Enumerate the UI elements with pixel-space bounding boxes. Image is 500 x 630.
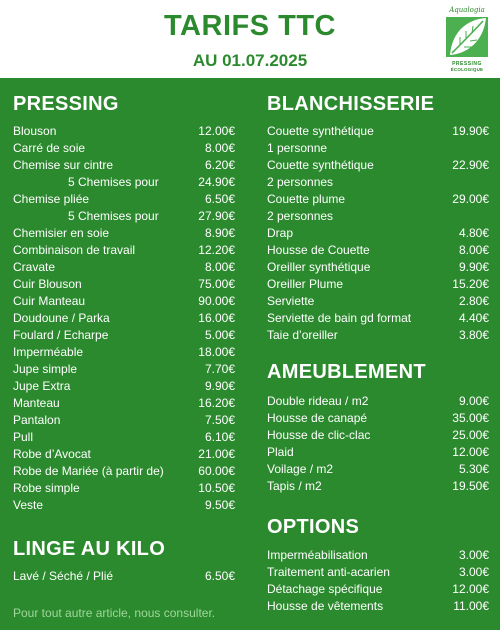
page-subtitle: AU 01.07.2025	[192, 51, 308, 70]
item-price: 75.00€	[198, 277, 235, 291]
item-price: 27.90€	[198, 209, 235, 223]
price-row	[13, 344, 235, 361]
item-price: 8.90€	[204, 226, 235, 240]
item-label: Carré de soie	[13, 141, 86, 155]
item-label: Cuir Manteau	[13, 294, 86, 308]
item-label: Traitement anti-acarien	[267, 565, 390, 579]
price-row	[13, 327, 235, 344]
item-price: 10.50€	[198, 481, 235, 495]
price-row	[267, 208, 489, 225]
page-title: TARIFS TTC	[164, 10, 336, 42]
item-label: 2 personnes	[267, 175, 334, 189]
item-price: 4.40€	[458, 311, 489, 325]
price-row	[267, 157, 489, 174]
price-row	[13, 157, 235, 174]
item-price: 90.00€	[198, 294, 235, 308]
item-price: 25.00€	[452, 428, 489, 442]
item-price: 8.00€	[204, 141, 235, 155]
price-row	[267, 547, 489, 564]
item-price: 9.00€	[458, 394, 489, 408]
item-price: 12.20€	[198, 243, 235, 257]
price-row	[13, 310, 235, 327]
item-label: Housse de canapé	[267, 411, 368, 425]
header	[0, 0, 500, 78]
item-price: 29.00€	[452, 192, 489, 206]
price-row	[267, 242, 489, 259]
item-label: Cuir Blouson	[13, 277, 82, 291]
blanchisserie-section-title: BLANCHISSERIE	[267, 93, 435, 115]
brand-logo	[444, 6, 490, 74]
item-price: 2.80€	[458, 294, 489, 308]
ameublement-section-title: AMEUBLEMENT	[267, 361, 426, 383]
price-row	[267, 191, 489, 208]
price-row	[267, 310, 489, 327]
item-label: Manteau	[13, 396, 60, 410]
price-row	[13, 463, 235, 480]
item-price: 3.80€	[458, 328, 489, 342]
item-label: Robe simple	[13, 481, 80, 495]
item-price: 15.20€	[452, 277, 489, 291]
item-label: Drap	[267, 226, 294, 240]
item-price: 5.00€	[204, 328, 235, 342]
item-price: 12.00€	[452, 445, 489, 459]
item-price: 9.90€	[458, 260, 489, 274]
item-label: Tapis / m2	[267, 479, 322, 493]
item-label: Foulard / Echarpe	[13, 328, 109, 342]
item-price: 3.00€	[458, 548, 489, 562]
linge-price-list	[13, 568, 235, 585]
price-row	[13, 446, 235, 463]
price-row	[13, 191, 235, 208]
ameublement-price-list	[267, 393, 489, 495]
item-label: Couette synthétique	[267, 158, 374, 172]
price-row	[13, 497, 235, 514]
item-price: 35.00€	[452, 411, 489, 425]
item-label: Pantalon	[13, 413, 61, 427]
item-label: Lavé / Séché / Plié	[13, 569, 114, 583]
price-row	[267, 478, 489, 495]
item-price: 22.90€	[452, 158, 489, 172]
item-price: 7.50€	[204, 413, 235, 427]
item-label: 2 personnes	[267, 209, 334, 223]
price-row	[267, 174, 489, 191]
item-label: Housse de clic-clac	[267, 428, 371, 442]
price-row	[13, 361, 235, 378]
item-label: Plaid	[267, 445, 294, 459]
item-label: Double rideau / m2	[267, 394, 369, 408]
logo-brand-name: Aqualogia	[449, 6, 485, 14]
options-section-title: OPTIONS	[267, 516, 360, 538]
price-row	[267, 123, 489, 140]
price-row	[267, 444, 489, 461]
price-row	[13, 429, 235, 446]
price-row	[267, 598, 489, 615]
item-label: Serviette	[267, 294, 315, 308]
item-price: 21.00€	[198, 447, 235, 461]
item-price: 6.10€	[204, 430, 235, 444]
item-label: Couette synthétique	[267, 124, 374, 138]
item-label: Serviette de bain gd format	[267, 311, 412, 325]
item-label: Voilage / m2	[267, 462, 334, 476]
price-row	[267, 140, 489, 157]
pressing-section-title: PRESSING	[13, 93, 119, 115]
item-label: Oreiller synthétique	[267, 260, 371, 274]
price-row	[13, 123, 235, 140]
logo-line-ecologique: ÉCOLOGIQUE	[450, 67, 484, 72]
item-price: 5.30€	[458, 462, 489, 476]
item-price: 6.20€	[204, 158, 235, 172]
item-label: 5 Chemises pour	[68, 175, 159, 189]
price-row	[13, 225, 235, 242]
price-row	[13, 276, 235, 293]
item-label: Robe d’Avocat	[13, 447, 91, 461]
item-label: Chemise sur cintre	[13, 158, 114, 172]
item-price: 9.90€	[204, 379, 235, 393]
linge-section-title: LINGE AU KILO	[13, 538, 166, 560]
price-row	[13, 412, 235, 429]
item-price: 9.50€	[204, 498, 235, 512]
leaf-icon	[446, 15, 488, 59]
item-label: 1 personne	[267, 141, 328, 155]
item-price: 12.00€	[198, 124, 235, 138]
price-row	[267, 427, 489, 444]
item-label: Robe de Mariée (à partir de)	[13, 464, 164, 478]
item-price: 18.00€	[198, 345, 235, 359]
item-label: Détachage spécifique	[267, 582, 383, 596]
price-row	[13, 259, 235, 276]
item-price: 7.70€	[204, 362, 235, 376]
price-row	[267, 410, 489, 427]
item-label: Veste	[13, 498, 44, 512]
item-price: 6.50€	[204, 192, 235, 206]
item-price: 16.00€	[198, 311, 235, 325]
item-label: Imperméabilisation	[267, 548, 368, 562]
price-row	[13, 140, 235, 157]
item-label: Couette plume	[267, 192, 346, 206]
price-row	[267, 564, 489, 581]
item-price: 6.50€	[204, 569, 235, 583]
item-label: Chemise pliée	[13, 192, 90, 206]
item-label: Chemisier en soie	[13, 226, 110, 240]
item-label: 5 Chemises pour	[68, 209, 159, 223]
item-label: Housse de vêtements	[267, 599, 384, 613]
price-row	[267, 225, 489, 242]
item-price: 19.90€	[452, 124, 489, 138]
item-price: 8.00€	[204, 260, 235, 274]
item-label: Doudoune / Parka	[13, 311, 110, 325]
pressing-price-list	[13, 123, 235, 514]
item-label: Jupe simple	[13, 362, 78, 376]
item-label: Combinaison de travail	[13, 243, 136, 257]
item-label: Pull	[13, 430, 34, 444]
item-price: 3.00€	[458, 565, 489, 579]
item-label: Imperméable	[13, 345, 84, 359]
item-price: 24.90€	[198, 175, 235, 189]
item-price: 12.00€	[452, 582, 489, 596]
item-label: Housse de Couette	[267, 243, 370, 257]
item-label: Taie d’oreiller	[267, 328, 338, 342]
item-price: 16.20€	[198, 396, 235, 410]
item-price: 4.80€	[458, 226, 489, 240]
price-row	[13, 208, 235, 225]
item-label: Cravate	[13, 260, 56, 274]
price-row	[267, 293, 489, 310]
item-label: Blouson	[13, 124, 57, 138]
price-row	[267, 461, 489, 478]
options-price-list	[267, 547, 489, 615]
price-row	[13, 293, 235, 310]
footer-note: Pour tout autre article, nous consulter.	[13, 606, 216, 620]
price-row	[13, 480, 235, 497]
price-row	[13, 378, 235, 395]
item-price: 19.50€	[452, 479, 489, 493]
blanchisserie-price-list	[267, 123, 489, 344]
price-row	[267, 393, 489, 410]
item-price: 11.00€	[453, 599, 489, 613]
item-price: 60.00€	[198, 464, 235, 478]
item-price: 8.00€	[458, 243, 489, 257]
item-label: Jupe Extra	[13, 379, 71, 393]
item-label: Oreiller Plume	[267, 277, 344, 291]
price-row	[267, 276, 489, 293]
price-row	[267, 327, 489, 344]
price-row	[13, 395, 235, 412]
price-row	[13, 174, 235, 191]
price-row	[267, 259, 489, 276]
price-row	[13, 568, 235, 585]
price-row	[13, 242, 235, 259]
price-row	[267, 581, 489, 598]
logo-line-pressing: PRESSING	[452, 61, 482, 67]
